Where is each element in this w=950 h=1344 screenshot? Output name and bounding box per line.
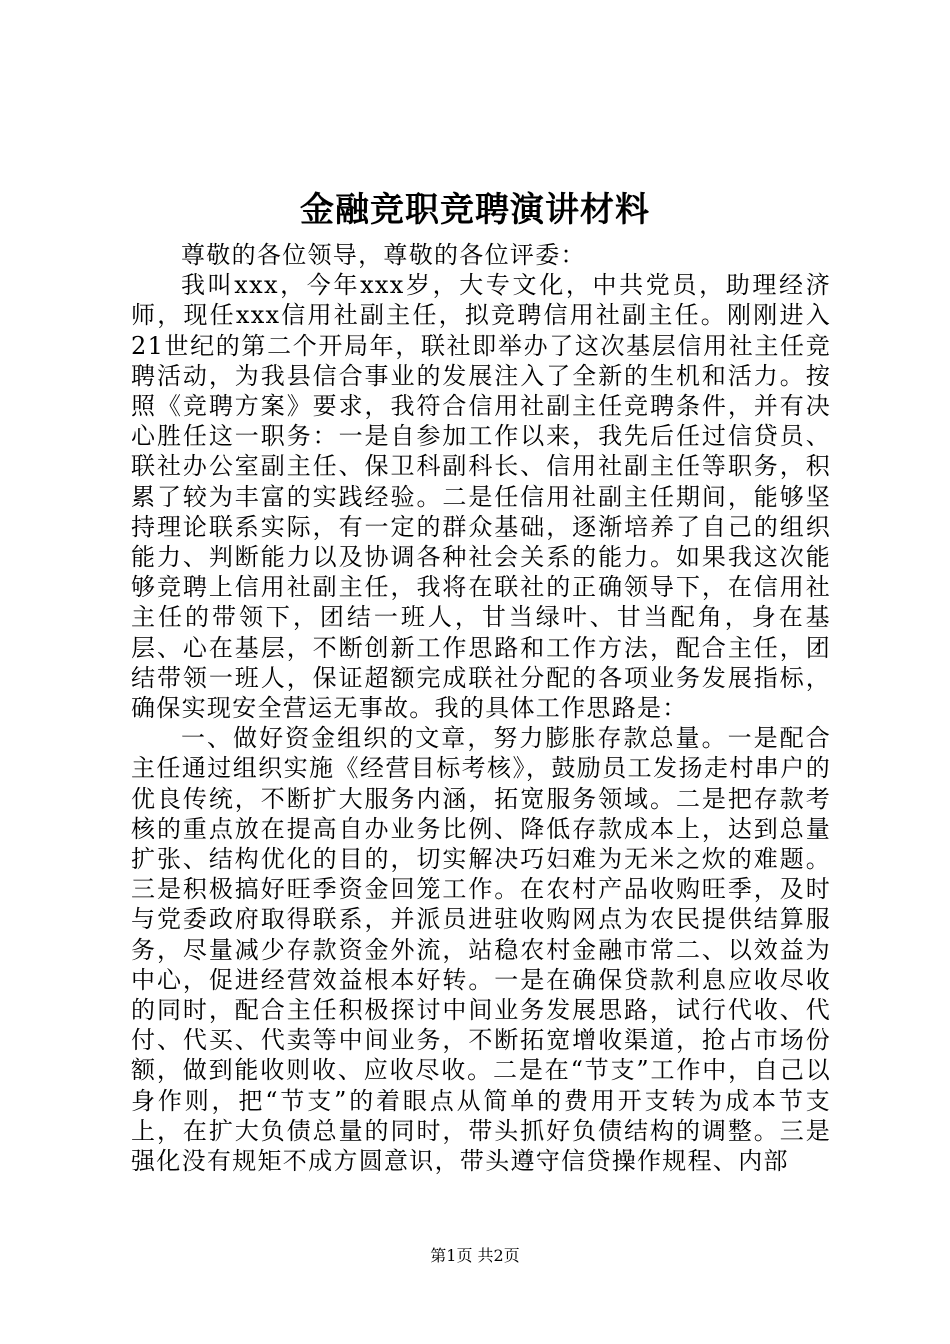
document-title: 金融竞职竞聘演讲材料: [300, 190, 650, 230]
paragraph: 一、做好资金组织的文章，努力膨胀存款总量。一是配合主任通过组织实施《经营目标考核》，鼓励员工发扬走村串户的优良传统，不断扩大服务内涵，拓宽服务领域。二是把存款考核的重点放在提高自办业务比例、降低存款成本上，达到总量扩张、结构优化的目的，切实解决巧妇难为无米之炊的难题。三是积极搞好旺季资金回笼工作。在农村产品收购旺季，及时与党委政府取得联系，并派员进驻收购网点为农民提供结算服务，尽量减少存款资金外流，站稳农村金融市常二、以效益为中心，促进经营效益根本好转。一是在确保贷款利息应收尽收的同时，配合主任积极探讨中间业务发展思路，试行代收、代付、代买、代卖等中间业务，不断拓宽增收渠道，抢占市场份额，做到能收则收、应收尽收。二是在“节支”工作中，自己以身作则，把“节支”的着眼点从简单的费用开支转为成本节支上，在扩大负债总量的同时，带头抓好负债结构的调整。三是强化没有规矩不成方圆意识，带头遵守信贷操作规程、内部: [131, 724, 831, 1176]
page-number-footer: 第1页 共2页: [430, 1246, 520, 1265]
paragraph: 我叫xxx，今年xxx岁，大专文化，中共党员，助理经济师，现任xxx信用社副主任，拟竞聘信用社副主任。刚刚进入21世纪的第二个开局年，联社即举办了这次基层信用社主任竞聘活动，为我县信合事业的发展注入了全新的生机和活力。按照《竞聘方案》要求，我符合信用社副主任竞聘条件，并有决心胜任这一职务：一是自参加工作以来，我先后任过信贷员、联社办公室副主任、保卫科副科长、信用社副主任等职务，积累了较为丰富的实践经验。二是任信用社副主任期间，能够坚持理论联系实际，有一定的群众基础，逐渐培养了自己的组织能力、判断能力以及协调各种社会关系的能力。如果我这次能够竞聘上信用社副主任，我将在联社的正确领导下，在信用社主任的带领下，团结一班人，甘当绿叶、甘当配角，身在基层、心在基层，不断创新工作思路和工作方法，配合主任，团结带领一班人，保证超额完成联社分配的各项业务发展指标，确保实现安全营运无事故。我的具体工作思路是：: [131, 271, 831, 723]
document-body: [131, 240, 831, 1176]
salutation: 尊敬的各位领导，尊敬的各位评委：: [181, 241, 586, 269]
